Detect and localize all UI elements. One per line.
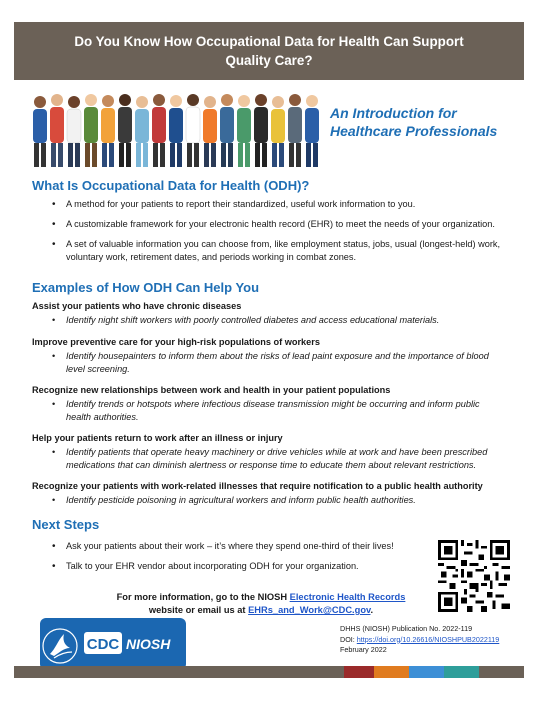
section-heading-examples: Examples of How ODH Can Help You — [32, 280, 260, 295]
list-item: • Ask your patients about their work – it’s where they spend one-third of their lives! — [54, 540, 424, 553]
list-item: • Talk to your EHR vendor about incorporating ODH for your organization. — [54, 560, 424, 573]
example-text: • Identify night shift workers with poorly controlled diabetes and access educational materials. — [54, 314, 504, 327]
intro-line1: An Introduction for — [330, 105, 457, 121]
more-info-line2: website or email us at — [148, 605, 249, 615]
section-heading-next-steps: Next Steps — [32, 517, 100, 532]
example-title: Recognize your patients with work-related illnesses that require notification to a public health authority — [32, 481, 483, 491]
list-item: • A set of valuable information you can choose from, like employment status, jobs, usual (longest-held) work, voluntary work, retirement dates, and periods working in combat zones. — [54, 238, 504, 264]
hhs-eagle-icon — [40, 618, 186, 670]
worker-figures — [33, 94, 319, 167]
more-info-prefix: For more information, go to the NIOSH — [116, 592, 290, 602]
example-text: • Identify trends or hotspots where infectious disease transmission might be occurring and inform public health authorities. — [54, 398, 504, 423]
cdc-niosh-logo-panel — [40, 618, 186, 670]
odh-definition-list — [54, 198, 504, 271]
cdc-logo-text: CDC — [86, 636, 120, 653]
ehr-website-link[interactable]: Electronic Health Records — [289, 592, 406, 602]
email-link[interactable]: EHRs_and_Work@CDC.gov — [248, 605, 371, 615]
example-title: Assist your patients who have chronic diseases — [32, 301, 242, 311]
publication-date: February 2022 — [340, 645, 387, 654]
header-title-line2: Quality Care? — [225, 53, 313, 68]
niosh-logo-text: NIOSH — [126, 636, 171, 652]
footer-segment — [479, 666, 524, 678]
footer-segment — [444, 666, 479, 678]
doi-link[interactable]: https://doi.org/10.26616/NIOSHPUB2022119 — [356, 634, 500, 644]
example-title: Recognize new relationships between work and health in your patient populations — [32, 385, 391, 395]
header-title-line1: Do You Know How Occupational Data for Health Can Support — [74, 34, 464, 49]
footer-segment — [409, 666, 444, 678]
intro-heading — [330, 104, 520, 140]
doi-label: DOI: — [340, 634, 357, 644]
list-item: • A customizable framework for your electronic health record (EHR) to meet the needs of your organization. — [54, 218, 504, 231]
list-item: • A method for your patients to report their standardized, useful work information to you. — [54, 198, 504, 211]
section-heading-what-is-odh: What Is Occupational Data for Health (ODH)? — [32, 178, 310, 193]
example-title: Improve preventive care for your high-risk populations of workers — [32, 337, 320, 347]
next-steps-list — [54, 540, 424, 580]
footer-segment — [374, 666, 409, 678]
example-text: • Identify patients that operate heavy machinery or drive vehicles while at work and have been prescribed medications that can diminish alertness or response time to educate them about relevant restrictions. — [54, 446, 504, 471]
footer-segment — [14, 666, 344, 678]
footer-segment — [344, 666, 374, 678]
footer-color-bar — [14, 666, 524, 678]
publication-number: DHHS (NIOSH) Publication No. 2022-119 — [340, 624, 473, 633]
publication-info — [340, 624, 499, 656]
intro-line2: Healthcare Professionals — [330, 123, 498, 139]
more-info-block — [96, 591, 426, 617]
more-info-suffix: . — [370, 605, 374, 615]
example-text: • Identify housepainters to inform them about the risks of lead paint exposure and the importance of blood level screening. — [54, 350, 504, 375]
example-text: • Identify pesticide poisoning in agricultural workers and inform public health authorities. — [54, 494, 504, 507]
header-banner — [14, 22, 524, 80]
qr-code-icon[interactable] — [438, 540, 510, 612]
example-title: Help your patients return to work after an illness or injury — [32, 433, 283, 443]
workers-illustration — [30, 88, 325, 170]
